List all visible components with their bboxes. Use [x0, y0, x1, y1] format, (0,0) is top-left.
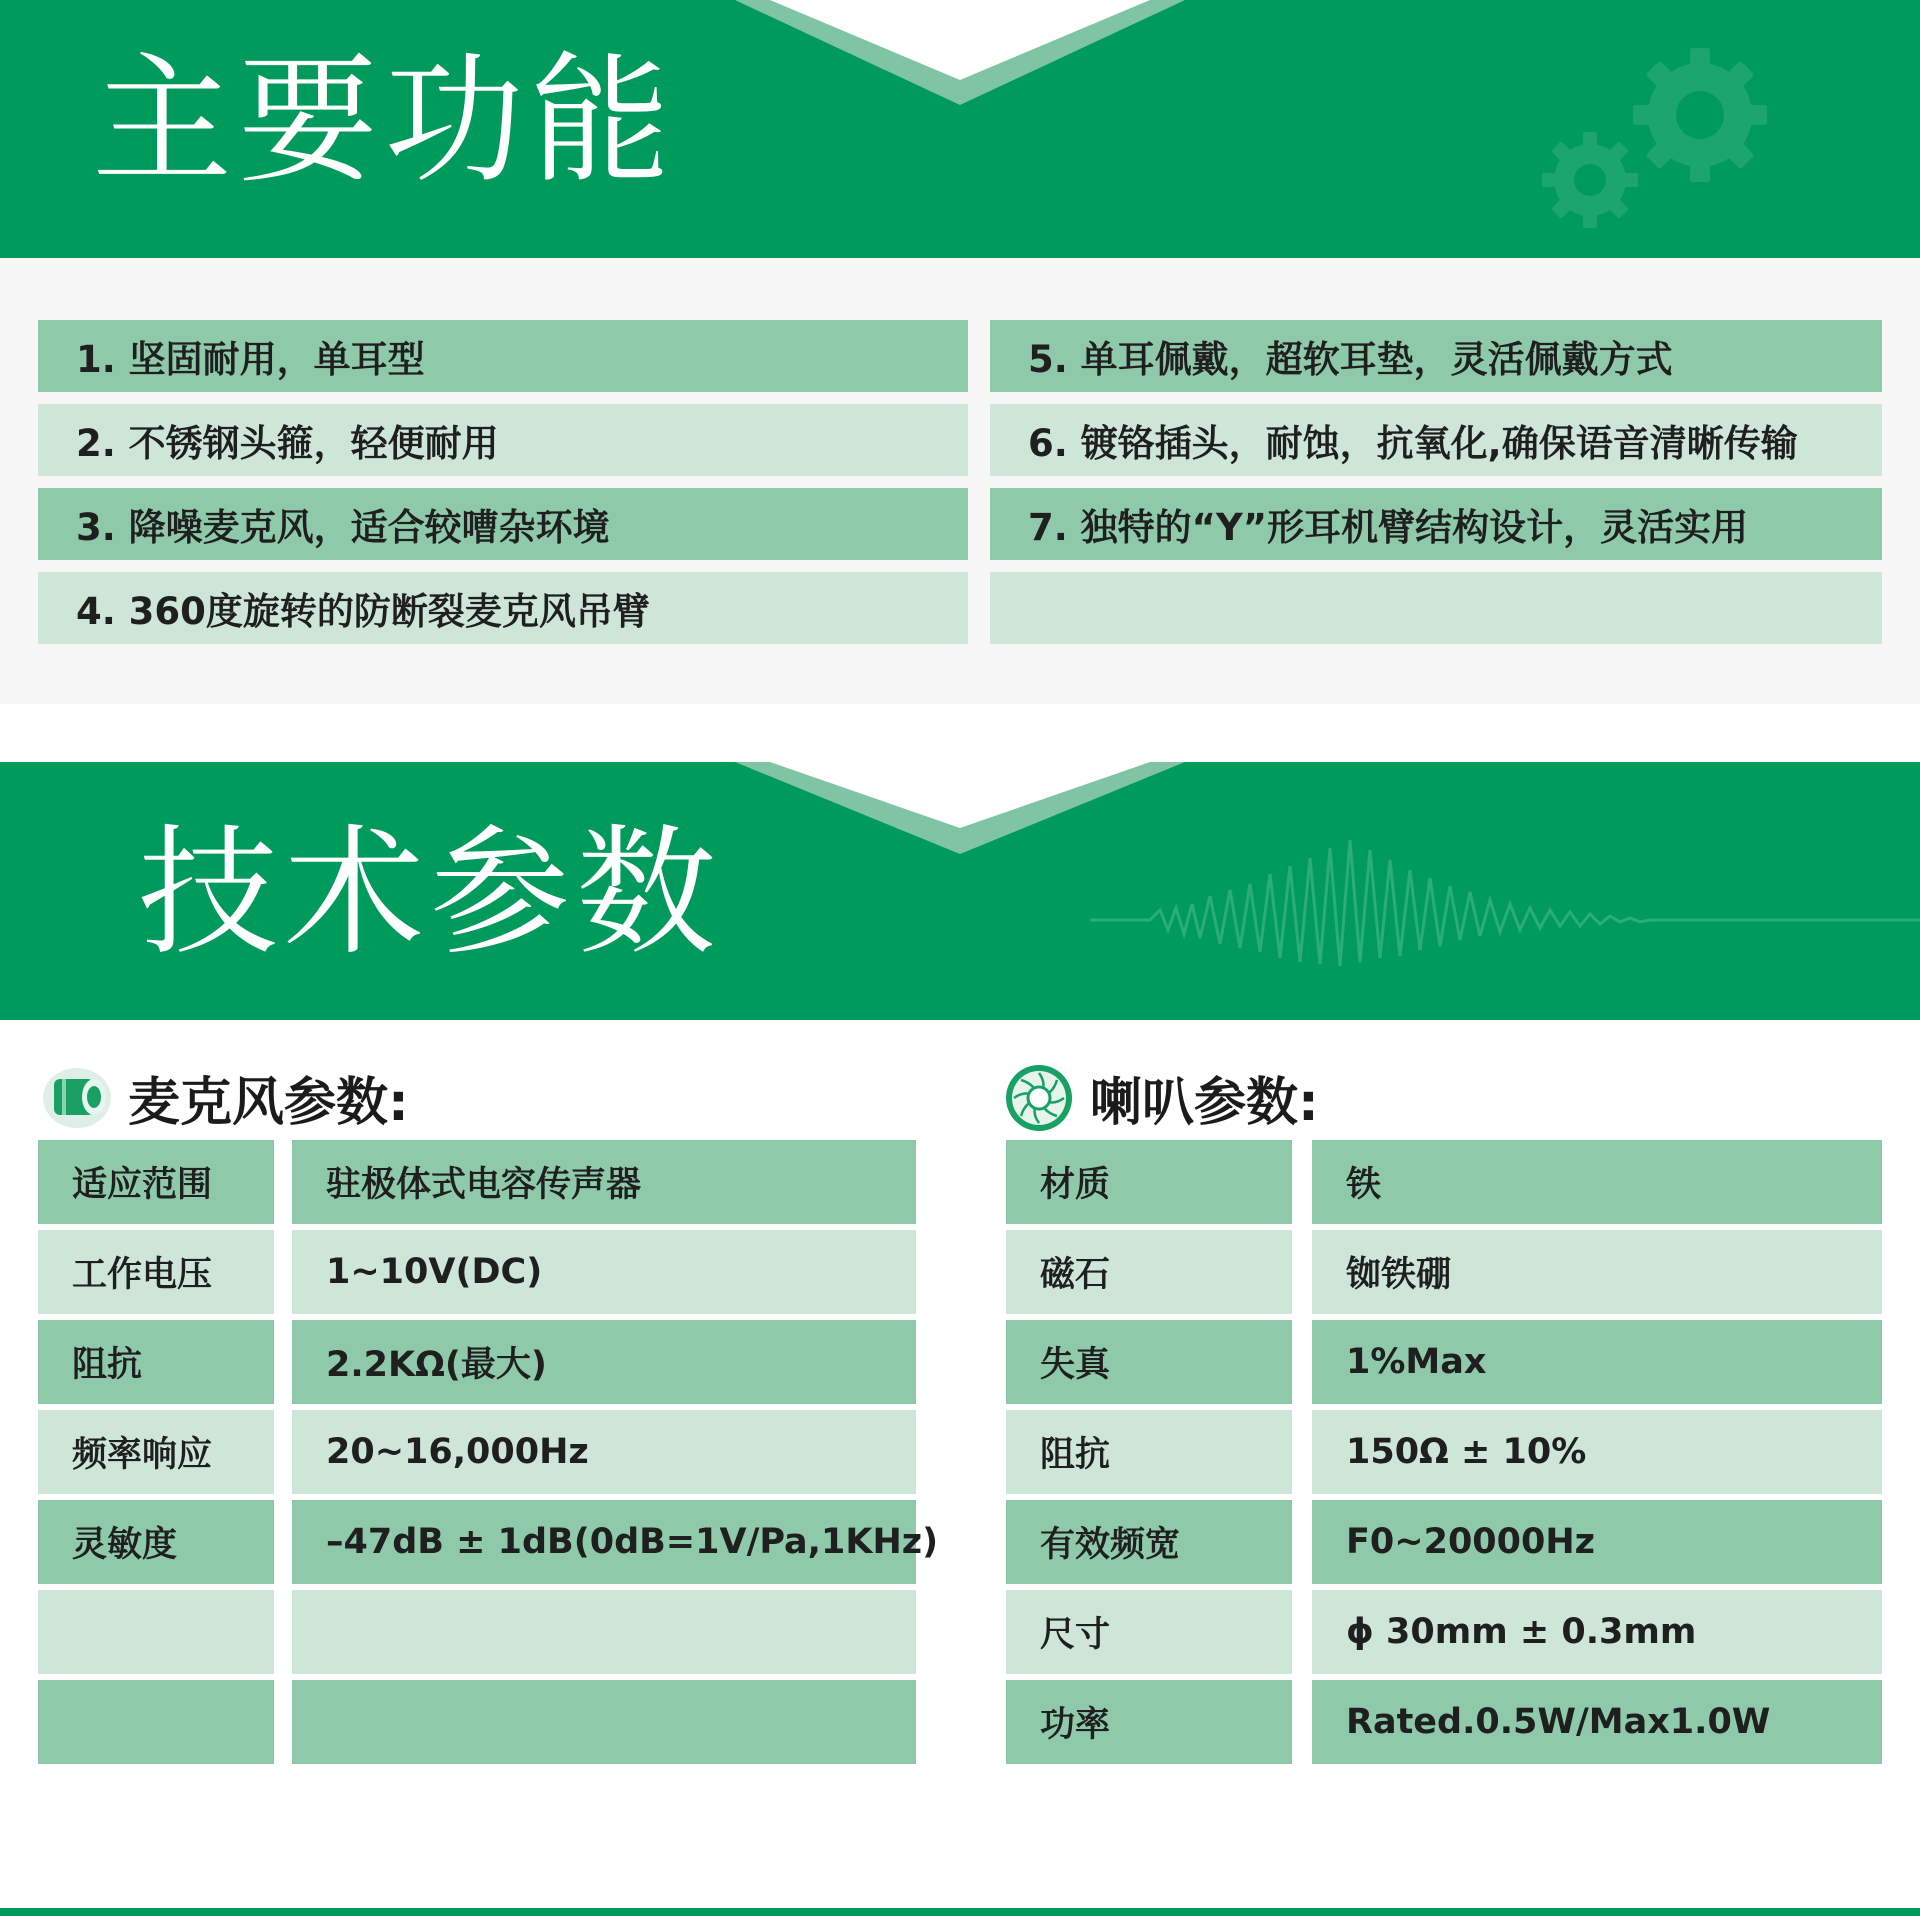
mic-param-label [38, 1680, 274, 1764]
feature-item: 1. 坚固耐用，单耳型 [38, 320, 968, 392]
mic-param-value: 2.2KΩ(最大) [292, 1320, 916, 1404]
mic-param-label: 工作电压 [38, 1230, 274, 1314]
speaker-param-label: 材质 [1006, 1140, 1292, 1224]
footer-divider [0, 1908, 1920, 1916]
mic-param-label [38, 1590, 274, 1674]
speaker-param-value: ϕ 30mm ± 0.3mm [1312, 1590, 1882, 1674]
mic-params-title: 麦克风参数: [128, 1073, 409, 1133]
features-banner [0, 0, 1920, 258]
speaker-params-title: 喇叭参数: [1090, 1073, 1319, 1133]
mic-param-value: 驻极体式电容传声器 [292, 1140, 916, 1224]
speaker-params-heading [1002, 1060, 1319, 1135]
mic-param-value: 20~16,000Hz [292, 1410, 916, 1494]
mic-param-value: –47dB ± 1dB(0dB=1V/Pa,1KHz) [292, 1500, 916, 1584]
speaker-param-label: 磁石 [1006, 1230, 1292, 1314]
feature-item: 4. 360度旋转的防断裂麦克风吊臂 [38, 572, 968, 644]
mic-params-heading [40, 1060, 409, 1135]
feature-item: 6. 镀铬插头，耐蚀，抗氧化,确保语音清晰传输 [990, 404, 1882, 476]
mic-param-label: 适应范围 [38, 1140, 274, 1224]
feature-item: 2. 不锈钢头箍，轻便耐用 [38, 404, 968, 476]
mic-param-label: 频率响应 [38, 1410, 274, 1494]
feature-item: 3. 降噪麦克风，适合较嘈杂环境 [38, 488, 968, 560]
mic-param-label: 灵敏度 [38, 1500, 274, 1584]
speaker-param-value: 铷铁硼 [1312, 1230, 1882, 1314]
gears-icon [1530, 40, 1770, 230]
speaker-param-label: 阻抗 [1006, 1410, 1292, 1494]
mic-param-value [292, 1590, 916, 1674]
speaker-param-label: 尺寸 [1006, 1590, 1292, 1674]
speaker-param-value: 150Ω ± 10% [1312, 1410, 1882, 1494]
microphone-capsule-icon [40, 1061, 114, 1135]
section-title: 技术参数 [138, 812, 723, 975]
speaker-param-value: 铁 [1312, 1140, 1882, 1224]
features-panel [0, 258, 1920, 704]
feature-item [990, 572, 1882, 644]
speaker-driver-icon [1002, 1061, 1076, 1135]
speaker-param-value: Rated.0.5W/Max1.0W [1312, 1680, 1882, 1764]
speaker-param-label: 功率 [1006, 1680, 1292, 1764]
speaker-param-label: 有效频宽 [1006, 1500, 1292, 1584]
mic-param-value [292, 1680, 916, 1764]
speaker-param-label: 失真 [1006, 1320, 1292, 1404]
speaker-param-value: F0~20000Hz [1312, 1500, 1882, 1584]
feature-item: 7. 独特的“Y”形耳机臂结构设计，灵活实用 [990, 488, 1882, 560]
page-title: 主要功能 [92, 40, 677, 203]
mic-param-label: 阻抗 [38, 1320, 274, 1404]
feature-item: 5. 单耳佩戴，超软耳垫，灵活佩戴方式 [990, 320, 1882, 392]
speaker-param-value: 1%Max [1312, 1320, 1882, 1404]
sound-wave-icon [1090, 830, 1920, 970]
mic-param-value: 1~10V(DC) [292, 1230, 916, 1314]
